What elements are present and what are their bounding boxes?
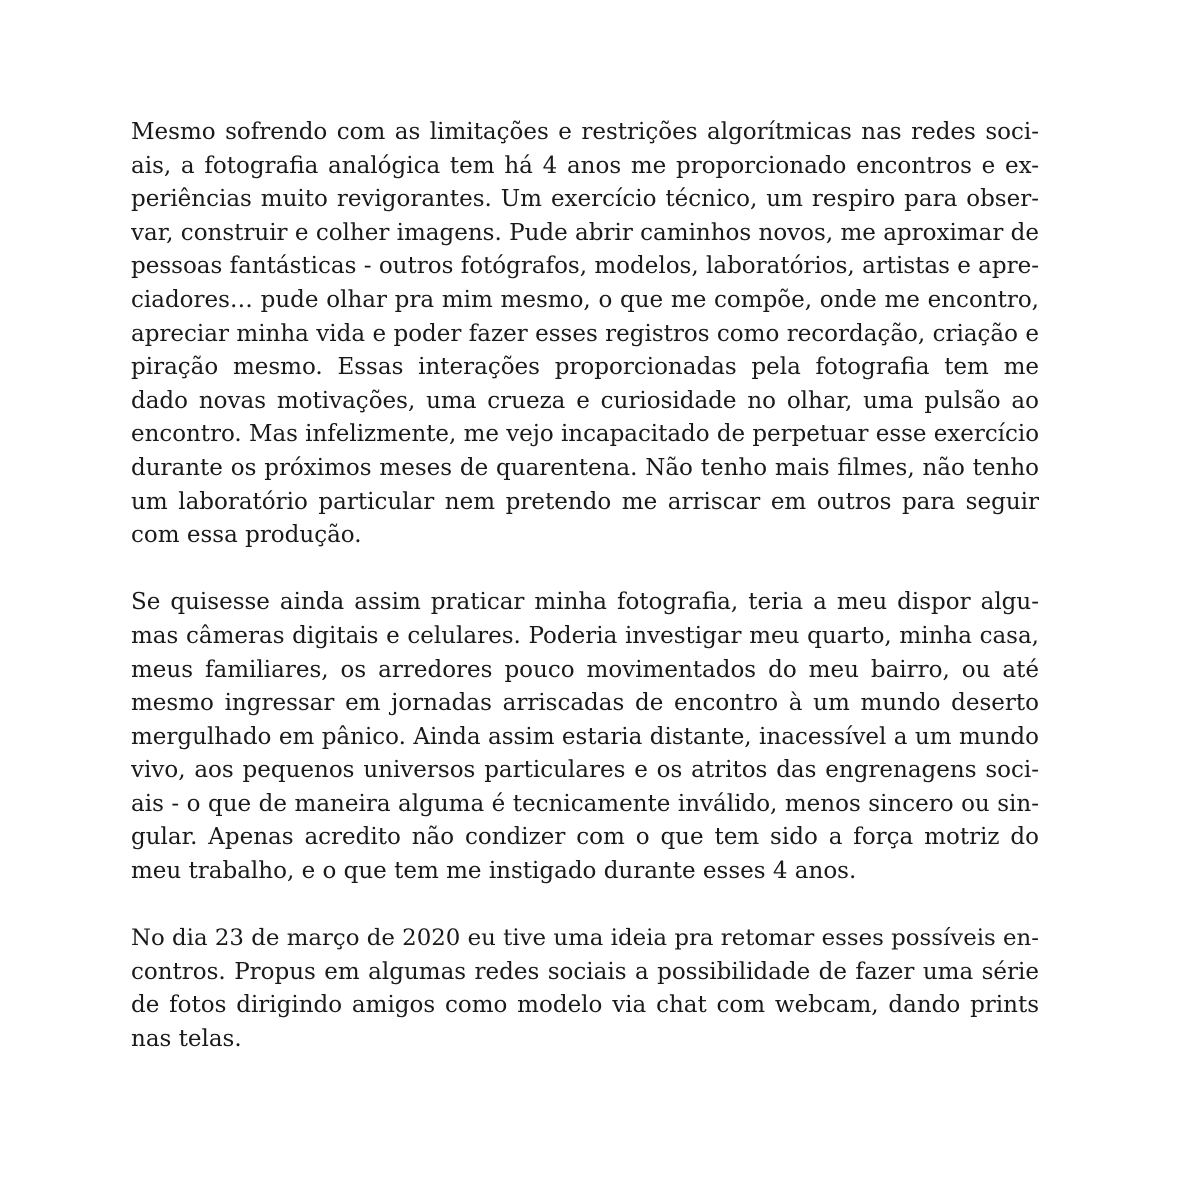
- paragraph-line: durante os próximos meses de quarentena. Não tenho mais filmes, não tenho: [131, 454, 1039, 481]
- paragraph-line: contros. Propus em algumas redes sociais a possibilidade de fazer uma série: [131, 958, 1039, 985]
- paragraph-line: vivo, aos pequenos universos particulares e os atritos das engrenagens soci-: [131, 757, 1039, 784]
- paragraph-line: Se quisesse ainda assim praticar minha fotografia, teria a meu dispor algu-: [131, 589, 1039, 616]
- paragraph-line: meu trabalho, e o que tem me instigado durante esses 4 anos.: [131, 858, 857, 885]
- paragraph-spacer: [131, 553, 1039, 587]
- paragraph-line: ais, a fotografia analógica tem há 4 anos me proporcionado encontros e ex-: [131, 152, 1039, 179]
- paragraph-line: No dia 23 de março de 2020 eu tive uma ideia pra retomar esses possíveis en-: [131, 925, 1039, 952]
- paragraph-line: var, construir e colher imagens. Pude abrir caminhos novos, me aproximar de: [131, 219, 1039, 246]
- paragraph-line: piração mesmo. Essas interações proporcionadas pela fotografia tem me: [131, 354, 1039, 381]
- paragraph-1: [131, 116, 1039, 553]
- paragraph-line: um laboratório particular nem pretendo me arriscar em outros para seguir: [131, 488, 1039, 515]
- paragraph-line: com essa produção.: [131, 522, 362, 549]
- paragraph-line: ais - o que de maneira alguma é tecnicamente inválido, menos sincero ou sin-: [131, 790, 1039, 817]
- paragraph-3: [131, 922, 1039, 1056]
- paragraph-line: dado novas motivações, uma crueza e curiosidade no olhar, uma pulsão ao: [131, 387, 1039, 414]
- paragraph-line: Mesmo sofrendo com as limitações e restrições algorítmicas nas redes soci-: [131, 119, 1039, 145]
- document-body: [131, 116, 1039, 1057]
- paragraph-2: [131, 586, 1039, 888]
- paragraph-line: ciadores… pude olhar pra mim mesmo, o que me compõe, onde me encontro,: [131, 286, 1039, 313]
- paragraph-line: apreciar minha vida e poder fazer esses registros como recordação, criação e: [131, 320, 1039, 347]
- paragraph-line: mas câmeras digitais e celulares. Poderia investigar meu quarto, minha casa,: [131, 622, 1039, 649]
- paragraph-line: pessoas fantásticas - outros fotógrafos, modelos, laboratórios, artistas e apre-: [131, 253, 1039, 280]
- paragraph-line: encontro. Mas infelizmente, me vejo incapacitado de perpetuar esse exercício: [131, 421, 1039, 448]
- paragraph-line: mesmo ingressar em jornadas arriscadas de encontro à um mundo deserto: [131, 690, 1039, 717]
- paragraph-line: de fotos dirigindo amigos como modelo via chat com webcam, dando prints: [131, 992, 1039, 1019]
- paragraph-spacer: [131, 889, 1039, 923]
- paragraph-line: meus familiares, os arredores pouco movimentados do meu bairro, ou até: [131, 656, 1039, 683]
- paragraph-line: gular. Apenas acredito não condizer com o que tem sido a força motriz do: [131, 824, 1039, 851]
- paragraph-line: mergulhado em pânico. Ainda assim estaria distante, inacessível a um mundo: [131, 723, 1039, 750]
- paragraph-line: nas telas.: [131, 1026, 242, 1053]
- paragraph-line: periências muito revigorantes. Um exercício técnico, um respiro para obser-: [131, 186, 1039, 213]
